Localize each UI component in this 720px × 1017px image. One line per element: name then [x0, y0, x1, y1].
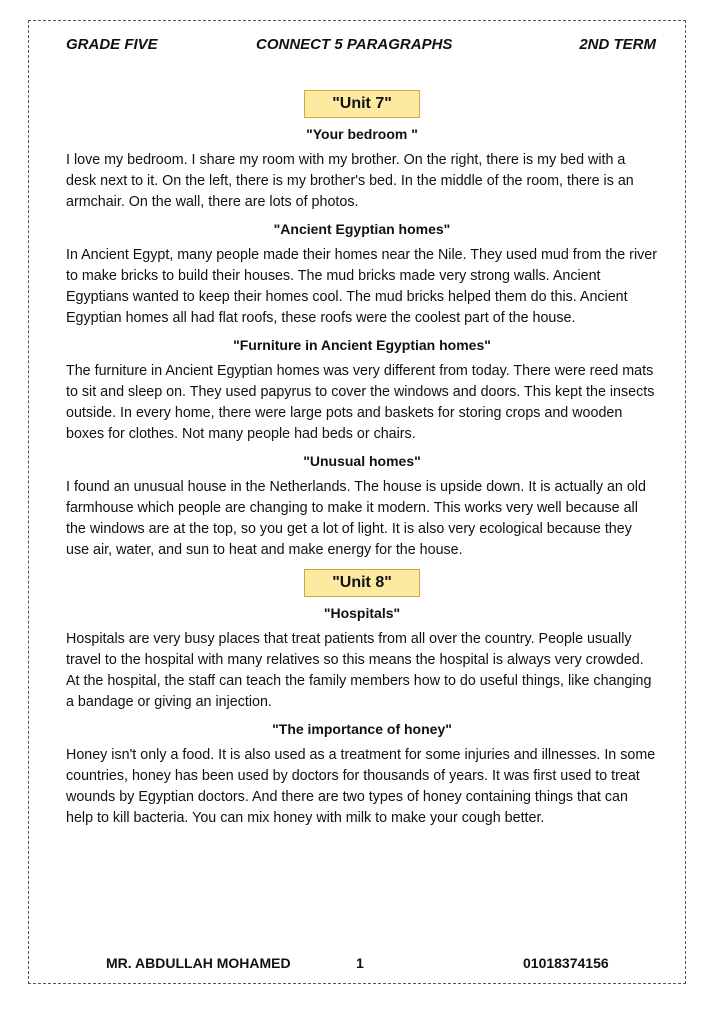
footer-page-number: 1 [356, 955, 364, 971]
header-term: 2ND TERM [579, 36, 656, 53]
header-grade: GRADE FIVE [66, 36, 158, 53]
section-title-honey: "The importance of honey" [272, 721, 452, 737]
paragraph-unusual-homes: I found an unusual house in the Netherlands. The house is upside down. It is actually an old farmhouse which people are changing to make it modern. This works very well because all the windows are at the top, so you get a lot of light. It is also very ecological because they use air, water, and sun to heat and make energy for the house. [66, 479, 646, 558]
paragraph-hospitals: Hospitals are very busy places that treat patients from all over the country. People usually travel to the hospital with many relatives so this means the hospital is always very crowded. At the hospital, the staff can teach the family members how to do useful things, like changing a bandage or giving an injection. [66, 631, 652, 710]
footer-author: MR. ABDULLAH MOHAMED [106, 955, 291, 971]
unit-7-label: "Unit 7" [304, 90, 420, 118]
paragraph-ancient-egyptian-homes: In Ancient Egypt, many people made their homes near the Nile. They used mud from the river to make bricks to build their houses. The mud bricks made very strong walls. Ancient Egyptians wanted to keep their homes cool. The mud bricks helped them do this. Ancient Egyptian homes all had flat roofs, these roofs were the coolest part of the house. [66, 247, 657, 326]
header-title: CONNECT 5 PARAGRAPHS [256, 36, 453, 53]
unit-8-label: "Unit 8" [304, 569, 420, 597]
section-title-hospitals: "Hospitals" [323, 605, 401, 621]
section-title-furniture: "Furniture in Ancient Egyptian homes" [233, 337, 491, 353]
footer-phone: 01018374156 [523, 955, 609, 971]
section-title-unusual-homes: "Unusual homes" [303, 453, 421, 469]
page-header [0, 36, 720, 56]
paragraph-your-bedroom: I love my bedroom. I share my room with my brother. On the right, there is my bed with a desk next to it. On the left, there is my brother's bed. In the middle of the room, there is an armchair. On the wall, there are lots of photos. [66, 152, 634, 210]
section-title-your-bedroom: "Your bedroom " [306, 126, 418, 142]
section-title-ancient-egyptian-homes: "Ancient Egyptian homes" [273, 221, 451, 237]
paragraph-furniture: The furniture in Ancient Egyptian homes was very different from today. There were reed mats to sit and sleep on. They used papyrus to cover the windows and doors. This kept the insects outside. In every home, there were large pots and baskets for storing crops and wooden boxes for clothes. Not many people had beds or chairs. [66, 363, 655, 442]
paragraph-honey: Honey isn't only a food. It is also used as a treatment for some injuries and illnesses. In some countries, honey has been used by doctors for thousands of years. It was first used to treat wounds by Egyptian doctors. And there are two types of honey containing things that can help to kill bacteria. You can mix honey with milk to make your cough better. [66, 747, 656, 826]
document-body [66, 90, 658, 835]
page-footer [0, 955, 720, 973]
